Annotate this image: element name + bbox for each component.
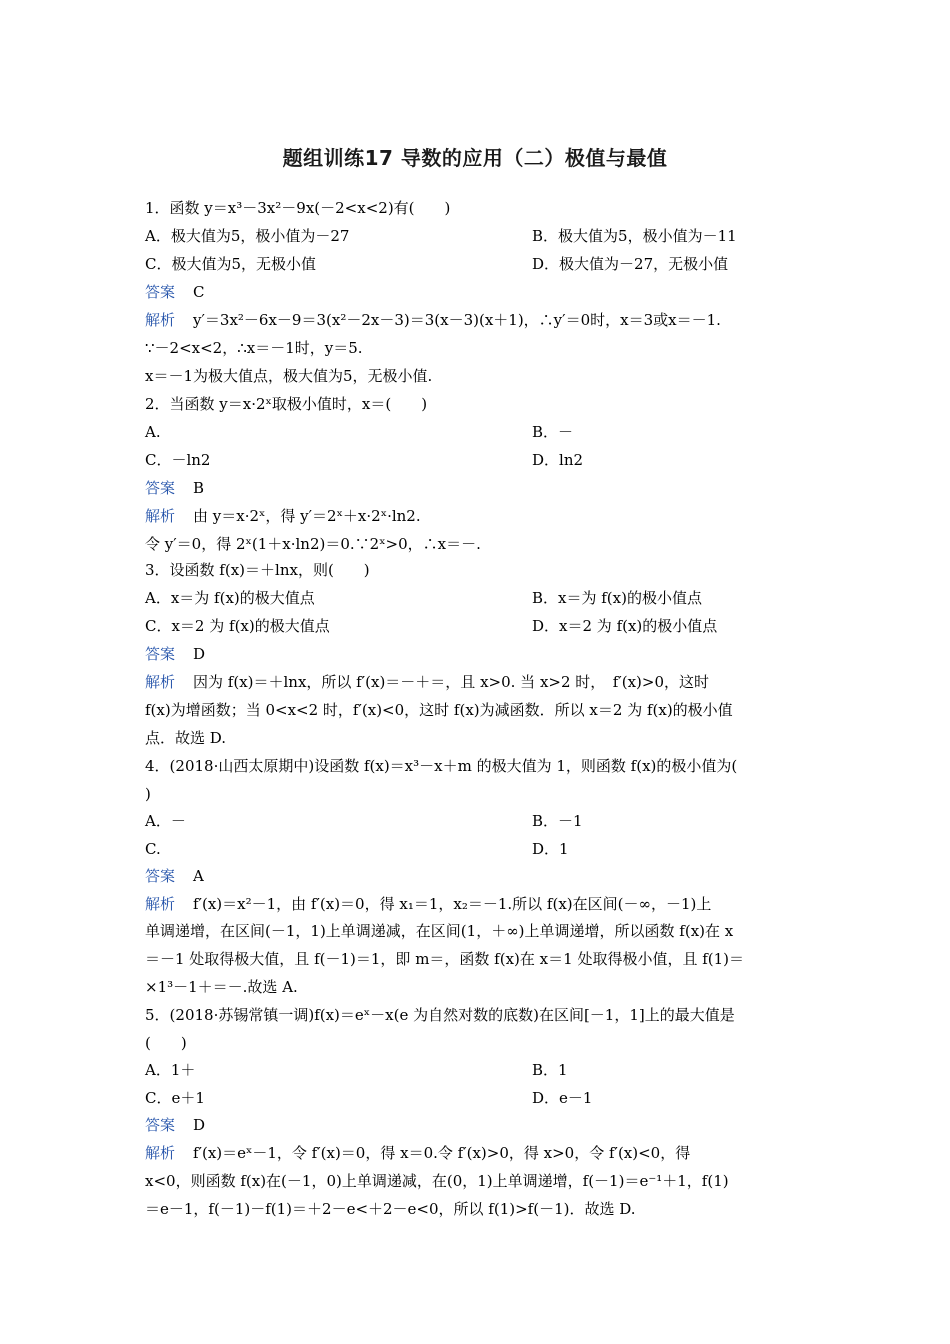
q1-analysis-line: ∵－2<x<2，∴x＝－1时，y＝5.: [145, 339, 363, 357]
q4-option-d: D．1: [532, 840, 569, 858]
q1-option-c: C．极大值为5，无极小值: [145, 255, 317, 273]
q3-analysis-line: f(x)为增函数；当 0<x<2 时，f′(x)<0，这时 f(x)为减函数．所以 x＝2 为 f(x)的极小值: [145, 701, 733, 719]
q1-option-a: A．极大值为5，极小值为－27: [145, 227, 350, 245]
q4-analysis-line: ＝－1 处取得极大值，且 f(－1)＝1，即 m＝，函数 f(x)在 x＝1 处取得极小值，且 f(1)＝: [145, 950, 745, 968]
q2-option-c: C．－ln2: [145, 451, 211, 469]
q5-option-c: C．e＋1: [145, 1089, 205, 1107]
q4-stem: 4．(2018·山西太原期中)设函数 f(x)＝x³－x＋m 的极大值为 1，则函数 f(x)的极小值为(: [145, 757, 738, 775]
q4-stem: ): [145, 785, 151, 803]
q4-option-a: A．－: [145, 812, 186, 830]
analysis-label: 解析: [145, 673, 176, 691]
q4-analysis-line: [145, 894, 711, 914]
q3-analysis-line: 点．故选 D.: [145, 729, 227, 747]
q2-option-a: A.: [145, 423, 161, 441]
analysis-text: f′(x)＝x²－1，由 f′(x)＝0，得 x₁＝1，x₂＝－1.所以 f(x)在区间(－∞，－1)上: [193, 895, 712, 913]
analysis-text: y′＝3x²－6x－9＝3(x²－2x－3)＝3(x－3)(x＋1)，∴y′＝0时，x＝3或x＝－1.: [193, 311, 721, 329]
q2-option-d: D．ln2: [532, 451, 584, 469]
q2-analysis-line: 令 y′＝0，得 2ˣ(1＋x·ln2)＝0.∵2ˣ>0，∴x＝－.: [145, 535, 481, 553]
analysis-label: 解析: [145, 507, 176, 525]
q4-analysis-line: ×1³－1＋＝－.故选 A.: [145, 978, 298, 996]
q2-analysis-line: [145, 506, 421, 526]
q5-option-a: A．1＋: [145, 1061, 196, 1079]
q1-analysis-line: x＝－1为极大值点，极大值为5，无极小值.: [145, 367, 433, 385]
q5-analysis-line: x<0，则函数 f(x)在(－1，0)上单调递减，在(0，1)上单调递增，f(－1)＝e⁻¹＋1，f(1): [145, 1172, 729, 1190]
q3-stem: 3．设函数 f(x)＝＋lnx，则( ): [145, 561, 370, 579]
answer-label: 答案: [145, 1116, 176, 1134]
q5-option-d: D．e－1: [532, 1089, 593, 1107]
analysis-text: 因为 f(x)＝＋lnx，所以 f′(x)＝－＋＝，且 x>0. 当 x>2 时， f′(x)>0，这时: [193, 673, 710, 691]
q2-option-b: B．－: [532, 423, 574, 441]
q1-option-b: B．极大值为5，极小值为－11: [532, 227, 737, 245]
q3-option-c: C．x＝2 为 f(x)的极大值点: [145, 617, 330, 635]
q1-answer: [145, 282, 205, 302]
answer-label: 答案: [145, 645, 176, 663]
q5-option-b: B．1: [532, 1061, 568, 1079]
q5-stem: ( ): [145, 1034, 187, 1052]
q3-answer: [145, 644, 205, 664]
q5-stem: 5．(2018·苏锡常镇一调)f(x)＝eˣ－x(e 为自然对数的底数)在区间[－1，1]上的最大值是: [145, 1006, 735, 1024]
page-title: 题组训练17 导数的应用（二）极值与最值: [282, 146, 668, 170]
q2-stem: 2．当函数 y＝x·2ˣ取极小值时，x＝( ): [145, 395, 428, 413]
answer-value: B: [193, 479, 205, 497]
q1-stem: 1．函数 y＝x³－3x²－9x(－2<x<2)有( ): [145, 199, 451, 217]
analysis-label: 解析: [145, 311, 176, 329]
analysis-label: 解析: [145, 1144, 176, 1162]
q5-analysis-line: ＝e－1，f(－1)－f(1)＝＋2－e<＋2－e<0，所以 f(1)>f(－1)．故选 D.: [145, 1200, 636, 1218]
q4-option-c: C.: [145, 840, 161, 858]
answer-label: 答案: [145, 867, 176, 885]
q4-analysis-line: 单调递增，在区间(－1，1)上单调递减，在区间(1，＋∞)上单调递增，所以函数 f(x)在 x: [145, 922, 734, 940]
q1-analysis-line: [145, 310, 721, 330]
q1-option-d: D．极大值为－27，无极小值: [532, 255, 729, 273]
q4-option-b: B．－1: [532, 812, 583, 830]
q3-option-d: D．x＝2 为 f(x)的极小值点: [532, 617, 718, 635]
q3-option-a: A．x＝为 f(x)的极大值点: [145, 589, 315, 607]
q4-answer: [145, 866, 204, 886]
answer-value: D: [193, 1116, 206, 1134]
analysis-text: 由 y＝x·2ˣ，得 y′＝2ˣ＋x·2ˣ·ln2.: [193, 507, 421, 525]
answer-value: A: [193, 867, 204, 885]
q5-analysis-line: [145, 1143, 690, 1163]
q2-answer: [145, 478, 204, 498]
analysis-text: f′(x)＝eˣ－1，令 f′(x)＝0，得 x＝0.令 f′(x)>0，得 x>0，令 f′(x)<0，得: [193, 1144, 691, 1162]
answer-value: C: [193, 283, 205, 301]
q5-answer: [145, 1115, 205, 1135]
q3-option-b: B．x＝为 f(x)的极小值点: [532, 589, 702, 607]
analysis-label: 解析: [145, 895, 176, 913]
answer-value: D: [193, 645, 206, 663]
q3-analysis-line: [145, 672, 709, 692]
answer-label: 答案: [145, 479, 176, 497]
answer-label: 答案: [145, 283, 176, 301]
